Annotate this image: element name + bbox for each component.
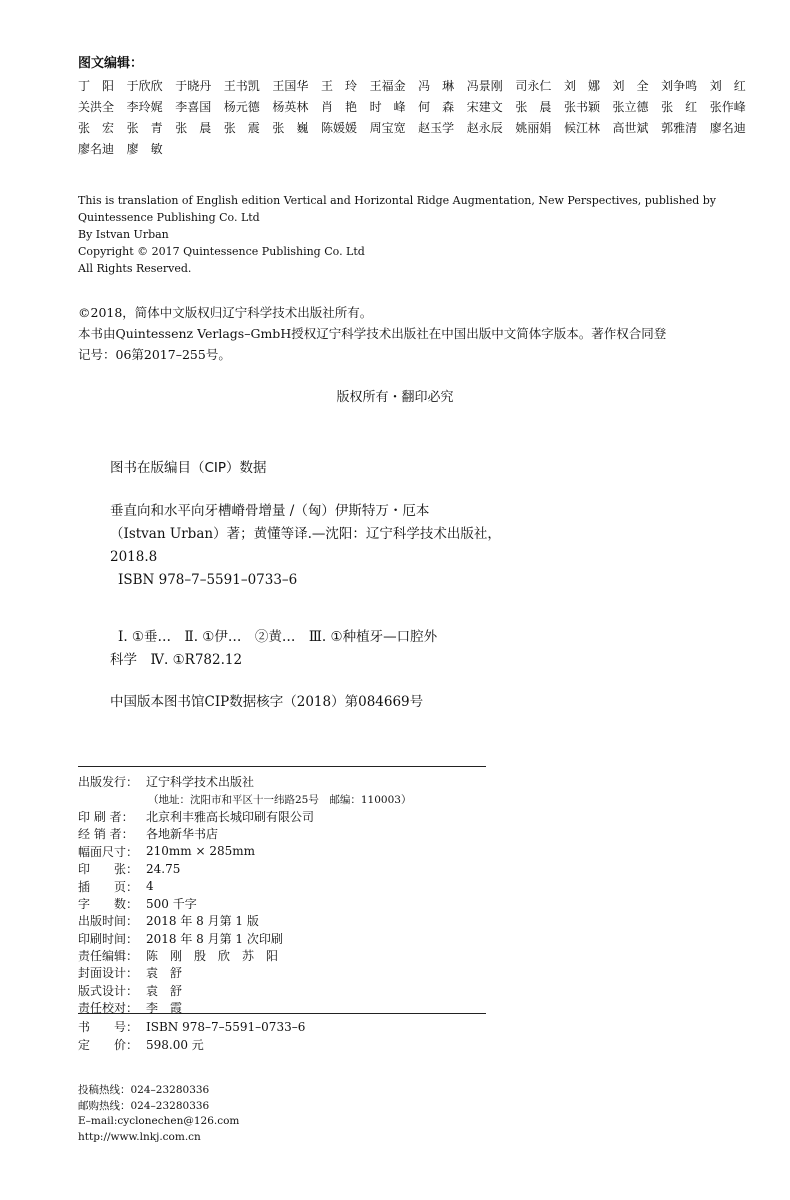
editor-name: 廖名迪	[709, 121, 746, 135]
editor-name: 时 峰	[369, 100, 406, 114]
publication-details	[78, 773, 498, 1016]
detail-value: 李 霞	[146, 1001, 183, 1016]
detail-label: 责任编辑：	[78, 949, 139, 964]
detail-row	[78, 808, 498, 825]
detail-row	[78, 982, 498, 999]
detail-value: 陈 刚 殷 欣 苏 阳	[146, 949, 279, 964]
detail-label: 印 张：	[78, 862, 139, 877]
editor-name: 张 红	[661, 100, 698, 114]
price-details	[78, 1018, 498, 1053]
detail-value: 2018 年 8 月第 1 次印刷	[146, 931, 283, 946]
cip-number: 中国版本图书馆CIP数据核字（2018）第084669号	[110, 694, 424, 710]
mail-order-hotline: 邮购热线：024–23280336	[78, 1099, 210, 1112]
detail-value: 北京利丰雅高长城印刷有限公司	[146, 809, 315, 824]
editor-name: 周宝宽	[369, 121, 406, 135]
cip-class-line: Ⅰ. ①垂… Ⅱ. ①伊… ②黄… Ⅲ. ①种植牙—口腔外	[118, 629, 438, 645]
detail-row	[78, 843, 498, 860]
editor-name: 张 巍	[272, 121, 309, 135]
detail-value: ISBN 978–7–5591–0733–6	[146, 1019, 306, 1034]
detail-row	[78, 930, 498, 947]
editor-name: 宋建文	[466, 100, 503, 114]
detail-label: 幅面尺寸：	[78, 844, 139, 859]
detail-label: 出版发行：	[78, 775, 139, 790]
detail-label: 版式设计：	[78, 983, 139, 998]
english-line: By Istvan Urban	[78, 228, 169, 241]
rights-reserved: 版权所有・翻印必究	[336, 390, 454, 405]
editor-name: 刘 全	[612, 79, 649, 93]
editor-name: 司永仁	[515, 79, 552, 93]
editors-row	[78, 96, 758, 117]
editor-name: 赵永辰	[466, 121, 503, 135]
cip-date-line: 2018.8	[110, 549, 158, 565]
detail-value: 袁 舒	[146, 983, 183, 998]
editor-name: 杨元德	[223, 100, 260, 114]
editor-name: 张 震	[223, 121, 260, 135]
editor-name: 冯景刚	[466, 79, 503, 93]
detail-value: 24.75	[146, 861, 181, 876]
editor-name: 李玲娓	[126, 100, 163, 114]
english-line: Quintessence Publishing Co. Ltd	[78, 211, 260, 224]
detail-value: 500 千字	[146, 896, 197, 911]
cip-classification	[110, 626, 710, 672]
english-line: All Rights Reserved.	[78, 262, 192, 275]
editor-name: 于晓丹	[175, 79, 212, 93]
editor-name: 张 晨	[515, 100, 552, 114]
editor-name: 张 青	[126, 121, 163, 135]
editor-name: 高世斌	[612, 121, 649, 135]
detail-label: 出版时间：	[78, 914, 139, 929]
detail-value: 4	[146, 879, 154, 894]
detail-label: 经 销 者：	[78, 827, 134, 842]
detail-value: 2018 年 8 月第 1 版	[146, 914, 259, 929]
detail-value: 210mm × 285mm	[146, 844, 256, 859]
divider	[78, 1013, 486, 1014]
editor-name: 关洪全	[78, 100, 115, 114]
detail-label: 封面设计：	[78, 966, 139, 981]
detail-row	[78, 790, 498, 807]
editor-name: 候江林	[563, 121, 600, 135]
detail-value: 辽宁科学技术出版社	[146, 775, 255, 790]
cip-class-line: 科学 Ⅳ. ①R782.12	[110, 652, 243, 668]
editor-name: 刘争鸣	[661, 79, 698, 93]
submission-hotline: 投稿热线：024–23280336	[78, 1084, 210, 1096]
editor-name: 王国华	[272, 79, 309, 93]
editor-name: 王 玲	[320, 79, 357, 93]
detail-value: 各地新华书店	[146, 827, 219, 842]
detail-row	[78, 947, 498, 964]
editor-name: 丁 阳	[78, 79, 115, 93]
cip-isbn: ISBN 978–7–5591–0733–6	[118, 572, 298, 588]
editor-name: 张作峰	[709, 100, 746, 114]
contact-info	[78, 1083, 239, 1145]
detail-value: 598.00 元	[146, 1037, 204, 1052]
editor-name: 廖 敏	[126, 142, 163, 156]
editor-name: 王书凯	[223, 79, 260, 93]
editors-row	[78, 75, 758, 96]
editors-row	[78, 138, 758, 159]
editor-name: 李喜国	[175, 100, 212, 114]
english-line: This is translation of English edition Vertical and Horizontal Ridge Augmentation, New Perspectives, published by	[78, 194, 717, 207]
divider	[78, 766, 486, 767]
chinese-copyright-line: 记号：06第2017–255号。	[78, 347, 231, 362]
editor-name: 刘 红	[709, 79, 746, 93]
address-note: （地址：沈阳市和平区十一纬路25号 邮编：110003）	[148, 793, 412, 806]
detail-label: 书 号：	[78, 1020, 139, 1035]
detail-label: 印 刷 者：	[78, 809, 134, 824]
detail-value: 袁 舒	[146, 966, 183, 981]
editor-name: 郭雅清	[661, 121, 698, 135]
detail-row	[78, 895, 498, 912]
editor-name: 张 宏	[78, 121, 115, 135]
editor-name: 于欣欣	[126, 79, 163, 93]
english-line: Copyright © 2017 Quintessence Publishing Co. Ltd	[78, 245, 365, 258]
detail-label: 印刷时间：	[78, 931, 139, 946]
detail-row	[78, 860, 498, 877]
editors-grid	[78, 75, 758, 159]
detail-row	[78, 1035, 498, 1052]
detail-label: 责任校对：	[78, 1001, 139, 1016]
editor-name: 刘 娜	[563, 79, 600, 93]
editor-name: 何 森	[418, 100, 455, 114]
cip-title-line: 垂直向和水平向牙槽嵴骨增量 /（匈）伊斯特万・厄本	[110, 503, 430, 519]
editor-name: 肖 艳	[320, 100, 357, 114]
editor-name: 王福金	[369, 79, 406, 93]
editor-name: 廖名迪	[78, 142, 115, 156]
website: http://www.lnkj.com.cn	[78, 1130, 201, 1143]
editors-heading: 图文编辑：	[78, 56, 144, 71]
detail-row	[78, 825, 498, 842]
detail-label: 字 数：	[78, 896, 139, 911]
editor-name: 杨英林	[272, 100, 309, 114]
cip-author-line: （Istvan Urban）著；黄懂等译.—沈阳：辽宁科学技术出版社，	[110, 526, 501, 542]
chinese-copyright-line: ©2018，简体中文版权归辽宁科学技术出版社所有。	[78, 305, 373, 320]
editor-name: 姚丽娟	[515, 121, 552, 135]
chinese-copyright	[78, 302, 718, 365]
cip-record	[110, 500, 710, 592]
editor-name: 张 晨	[175, 121, 212, 135]
editor-name: 张立德	[612, 100, 649, 114]
detail-row	[78, 877, 498, 894]
english-copyright	[78, 192, 718, 277]
chinese-copyright-line: 本书由Quintessenz Verlags–GmbH授权辽宁科学技术出版社在中国出版中文简体字版本。著作权合同登	[78, 326, 667, 341]
editor-name: 冯 琳	[418, 79, 455, 93]
detail-label: 定 价：	[78, 1037, 139, 1052]
email: E–mail:cyclonechen@126.com	[78, 1115, 240, 1127]
detail-label: 插 页：	[78, 879, 139, 894]
detail-row	[78, 912, 498, 929]
editor-name: 赵玉学	[418, 121, 455, 135]
detail-row	[78, 773, 498, 790]
editor-name: 陈媛媛	[320, 121, 357, 135]
detail-row	[78, 1018, 498, 1035]
editor-name: 张书颖	[563, 100, 600, 114]
cip-heading: 图书在版编目（CIP）数据	[110, 460, 267, 476]
editors-row	[78, 117, 758, 138]
detail-row	[78, 964, 498, 981]
